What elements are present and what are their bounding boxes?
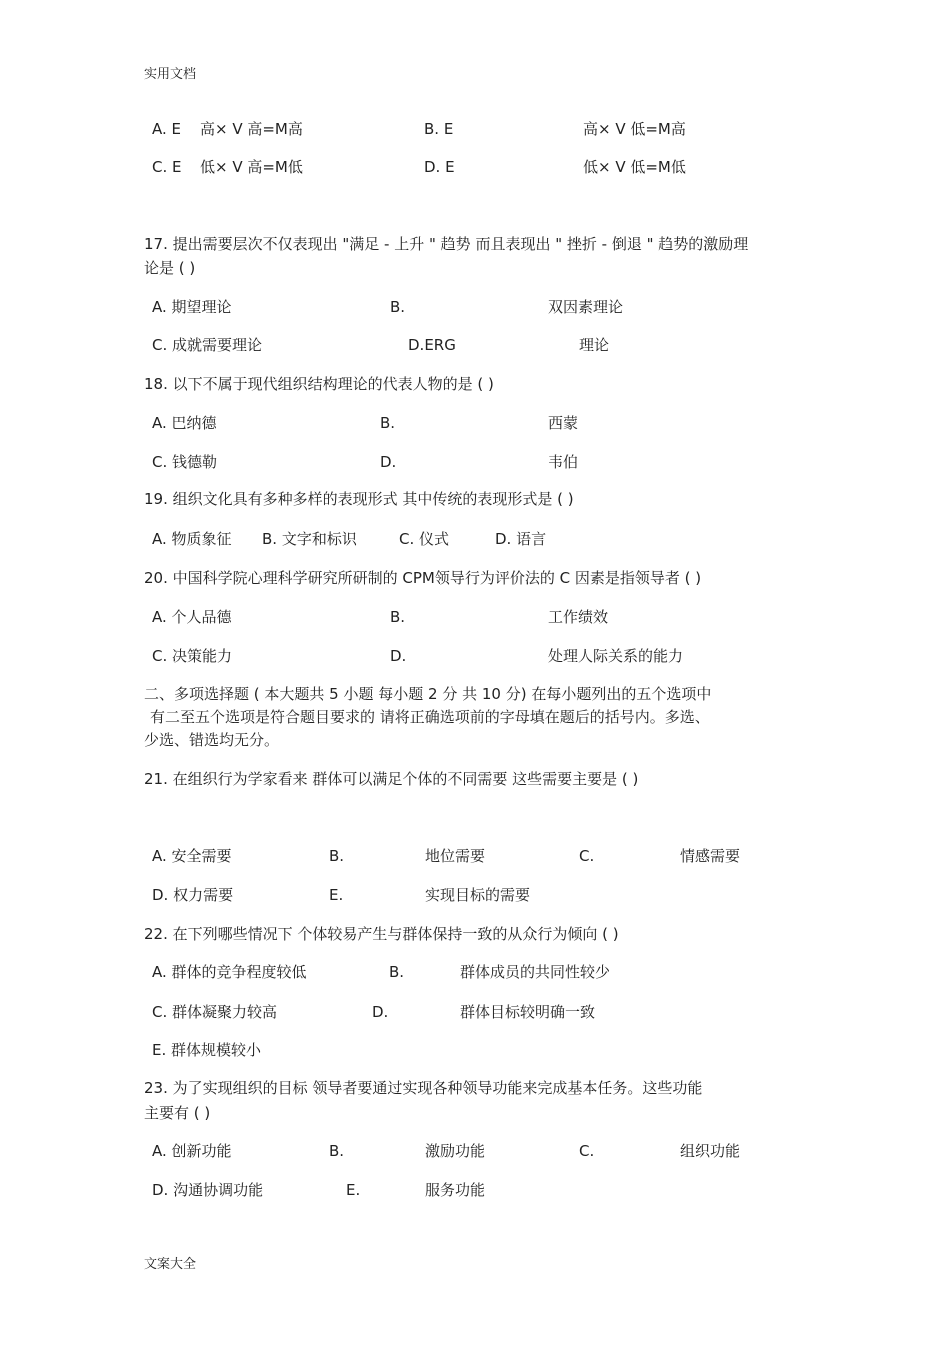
q18-option-d-letter: D. [380,453,397,471]
q17-option-d-letter: D.ERG [408,336,456,354]
q21-option-e-letter: E. [329,886,344,904]
q16-option-d-text: 低× V 低=M低 [583,158,686,176]
q22-option-e: E. 群体规模较小 [152,1041,262,1059]
q17-option-d-text: 理论 [579,336,610,354]
q16-option-b-letter: B. E [424,120,454,138]
page-footer: 文案大全 [144,1257,197,1272]
q20-option-d-letter: D. [390,647,407,665]
q22-option-b-letter: B. [389,963,405,981]
q22-option-d-text: 群体目标较明确一致 [460,1003,596,1021]
q21-option-d: D. 权力需要 [152,886,234,904]
q18-option-a: A. 巴纳德 [152,414,217,432]
q21-option-a: A. 安全需要 [152,847,232,865]
q20-option-c: C. 决策能力 [152,647,233,665]
q20-option-b-text: 工作绩效 [548,608,609,626]
q17-option-b-letter: B. [390,298,406,316]
section2-heading-line2: 有二至五个选项是符合题目要求的 请将正确选项前的字母填在题后的括号内。多选、 [150,708,710,726]
q16-option-a-text: 高× V 高=M高 [200,120,303,138]
q23-option-c-text: 组织功能 [680,1142,741,1160]
q23-option-e-text: 服务功能 [425,1181,486,1199]
q22-option-a: A. 群体的竞争程度较低 [152,963,307,981]
q17-stem-line2: 论是 ( ) [144,259,196,277]
q21-stem: 21. 在组织行为学家看来 群体可以满足个体的不同需要 这些需要主要是 ( ) [144,770,639,788]
q18-option-d-text: 韦伯 [548,453,579,471]
q20-option-a: A. 个人品德 [152,608,232,626]
q23-stem-line1: 23. 为了实现组织的目标 领导者要通过实现各种领导功能来完成基本任务。这些功能 [144,1079,703,1097]
q18-stem: 18. 以下不属于现代组织结构理论的代表人物的是 ( ) [144,375,494,393]
q22-stem: 22. 在下列哪些情况下 个体较易产生与群体保持一致的从众行为倾向 ( ) [144,925,619,943]
q19-option-b: B. 文字和标识 [262,530,357,548]
q21-option-b-letter: B. [329,847,345,865]
q17-stem-line1: 17. 提出需要层次不仅表现出 "满足 - 上升 " 趋势 而且表现出 " 挫折 - 倒退 " 趋势的激励理 [144,235,749,253]
q16-option-c-text: 低× V 高=M低 [200,158,303,176]
q23-option-e-letter: E. [346,1181,361,1199]
section2-heading-line1: 二、多项选择题 ( 本大题共 5 小题 每小题 2 分 共 10 分) 在每小题列出的五个选项中 [144,685,712,703]
q22-option-d-letter: D. [372,1003,389,1021]
q18-option-c: C. 钱德勒 [152,453,218,471]
q18-option-b-letter: B. [380,414,396,432]
q19-option-c: C. 仪式 [399,530,450,548]
q18-option-b-text: 西蒙 [548,414,579,432]
q16-option-d-letter: D. E [424,158,455,176]
q17-option-c: C. 成就需要理论 [152,336,263,354]
q19-stem: 19. 组织文化具有多种多样的表现形式 其中传统的表现形式是 ( ) [144,490,574,508]
q22-option-c: C. 群体凝聚力较高 [152,1003,278,1021]
q23-option-a: A. 创新功能 [152,1142,232,1160]
q23-option-b-text: 激励功能 [425,1142,486,1160]
q23-option-d: D. 沟通协调功能 [152,1181,264,1199]
q17-option-a: A. 期望理论 [152,298,232,316]
q23-option-b-letter: B. [329,1142,345,1160]
page-header: 实用文档 [144,67,197,82]
q21-option-e-text: 实现目标的需要 [425,886,531,904]
q17-option-b-text: 双因素理论 [548,298,624,316]
q22-option-b-text: 群体成员的共同性较少 [460,963,611,981]
q23-option-c-letter: C. [579,1142,595,1160]
q16-option-c-letter: C. E [152,158,182,176]
q20-stem: 20. 中国科学院心理科学研究所研制的 CPM领导行为评价法的 C 因素是指领导者 ( ) [144,569,702,587]
q21-option-b-text: 地位需要 [425,847,486,865]
q19-option-a: A. 物质象征 [152,530,232,548]
q21-option-c-letter: C. [579,847,595,865]
q20-option-d-text: 处理人际关系的能力 [548,647,684,665]
q16-option-a-letter: A. E [152,120,182,138]
q20-option-b-letter: B. [390,608,406,626]
section2-heading-line3: 少选、错选均无分。 [144,731,280,749]
q21-option-c-text: 情感需要 [680,847,741,865]
q16-option-b-text: 高× V 低=M高 [583,120,686,138]
q23-stem-line2: 主要有 ( ) [144,1104,211,1122]
q19-option-d: D. 语言 [495,530,547,548]
